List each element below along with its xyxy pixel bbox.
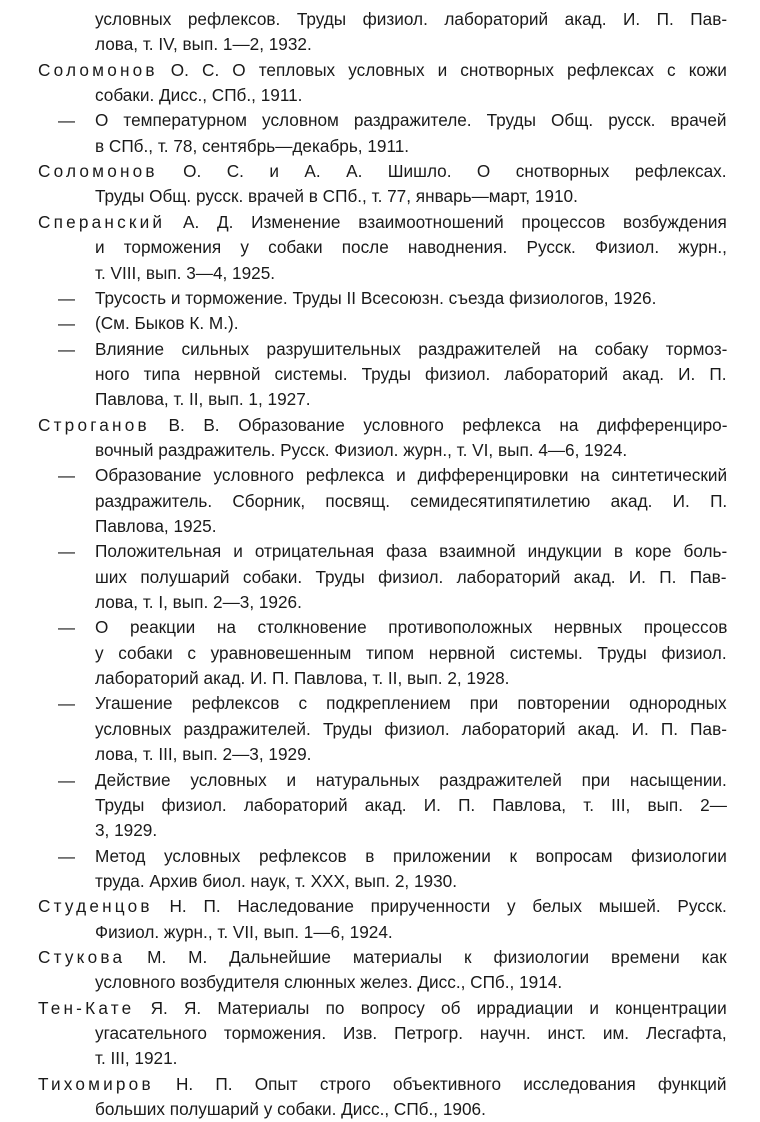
em-dash-marker: — [58, 339, 75, 359]
entry-line [95, 514, 217, 539]
em-dash-marker: — [58, 542, 75, 562]
entry-line [38, 159, 727, 184]
em-dash-marker: — [58, 770, 75, 790]
entry-line [95, 387, 311, 412]
author-surname: Соломонов [38, 59, 158, 80]
entry-text: О. С. и А. А. Шишло. О снотворных рефлексах. [157, 161, 727, 182]
entry-line [38, 413, 727, 438]
entry-text: Физиол. журн., т. VII, вып. 1—6, 1924. [95, 921, 393, 942]
entry-text: О реакции на столкновение противоположных нервных процессов [95, 617, 728, 638]
entry-text: Н. П. Наследование прирученности у белых мышей. Русск. [152, 896, 727, 917]
entry-text: ного типа нервной системы. Труды физиол. лабораторий акад. И. П. [95, 363, 727, 384]
entry-text: угасательного торможения. Изв. Петрогр. научн. инст. им. Лесгафта, [95, 1023, 727, 1043]
entry-line [95, 666, 509, 691]
entry-line [95, 565, 727, 590]
entry-line [95, 286, 656, 311]
entry-text: Павлова, т. II, вып. 1, 1927. [95, 389, 311, 410]
em-dash-marker: — [58, 466, 75, 486]
entry-line [95, 311, 238, 336]
entry-line [38, 945, 727, 970]
em-dash-marker: — [58, 846, 75, 866]
author-surname: Соломонов [38, 161, 158, 182]
entry-text: М. М. Дальнейшие материалы к физиологии времени как [125, 946, 727, 967]
entry-text: А. Д. Изменение взаимоотношений процессов возбуждения [165, 211, 727, 232]
entry-text: и торможения у собаки после наводнения. Русск. Физиол. журн., [95, 237, 727, 258]
entry-line [95, 1021, 727, 1046]
entry-line [95, 438, 627, 463]
entry-line [95, 742, 311, 767]
author-surname: Студенцов [38, 896, 153, 917]
entry-line [95, 869, 457, 894]
entry-text: Влияние сильных разрушительных раздражителей на собаку тормоз- [95, 338, 728, 359]
author-surname: Строганов [38, 414, 150, 435]
entry-text: т. III, 1921. [95, 1048, 178, 1069]
entry-text: ших полушарий собаки. Труды физиол. лабораторий акад. И. П. Пав- [95, 566, 727, 587]
entry-line [95, 539, 727, 564]
entry-text: в СПб., т. 78, сентябрь—декабрь, 1911. [95, 135, 410, 156]
entry-text: труда. Архив биол. наук, т. XXX, вып. 2, 1930. [95, 870, 457, 891]
entry-text: Метод условных рефлексов в приложении к вопросам физиологии [95, 845, 727, 866]
entry-line [95, 717, 727, 742]
entry-text: т. VIII, вып. 3—4, 1925. [95, 262, 276, 283]
em-dash-marker: — [58, 618, 75, 638]
entry-line [95, 970, 562, 995]
entry-text: условных раздражителей. Труды физиол. лабораторий акад. И. П. Пав- [95, 718, 727, 739]
entry-text: 3, 1929. [95, 820, 158, 841]
entry-text: раздражитель. Сборник, посвящ. семидесятипятилетию акад. И. П. [95, 490, 728, 511]
entry-line [95, 1046, 177, 1071]
entry-text: условных рефлексов. Труды физиол. лабораторий акад. И. П. Пав- [95, 9, 728, 29]
entry-line [95, 463, 727, 488]
entry-text: условного возбудителя слюнных желез. Дисс., СПб., 1914. [95, 972, 563, 993]
entry-line [38, 894, 727, 919]
entry-line [95, 184, 578, 209]
entry-text: лова, т. IV, вып. 1—2, 1932. [95, 34, 312, 55]
entry-line [95, 235, 727, 260]
entry-line [38, 996, 727, 1021]
author-surname: Сперанский [38, 211, 166, 232]
entry-text: Павлова, 1925. [95, 516, 217, 536]
entry-text: лабораторий акад. И. П. Павлова, т. II, вып. 2, 1928. [95, 668, 510, 689]
entry-line [95, 337, 727, 362]
entry-line [95, 793, 727, 818]
entry-text: Угашение рефлексов с подкреплением при повторении однородных [95, 693, 727, 714]
entry-text: (См. Быков К. М.). [95, 313, 239, 334]
entry-line [38, 210, 727, 235]
entry-line [95, 7, 727, 32]
entry-line [95, 920, 393, 945]
entry-line [95, 261, 275, 286]
entry-text: лова, т. III, вып. 2—3, 1929. [95, 744, 312, 765]
entry-line [95, 844, 727, 869]
entry-line [95, 362, 727, 387]
entry-text: вочный раздражитель. Русск. Физиол. журн., т. VI, вып. 4—6, 1924. [95, 439, 628, 460]
entry-line [95, 768, 727, 793]
entry-text: В. В. Образование условного рефлекса на дифференциро- [149, 414, 728, 435]
entry-line [95, 691, 727, 716]
entry-line [95, 590, 302, 615]
entry-line [95, 83, 302, 108]
entry-text: Труды Общ. русск. врачей в СПб., т. 77, январь—март, 1910. [95, 186, 578, 207]
entry-line [38, 58, 727, 83]
entry-text: больших полушарий у собаки. Дисс., СПб., 1906. [95, 1099, 486, 1120]
entry-text: собаки. Дисс., СПб., 1911. [95, 85, 303, 106]
entry-text: Положительная и отрицательная фаза взаимной индукции в коре боль- [95, 541, 728, 562]
entry-text: О температурном условном раздражителе. Труды Общ. русск. врачей [95, 110, 727, 131]
entry-line [95, 1097, 486, 1122]
entry-line [95, 108, 727, 133]
entry-text: Трусость и торможение. Труды II Всесоюзн. съезда физиологов, 1926. [95, 287, 657, 308]
entry-line [95, 134, 409, 159]
entry-text: Действие условных и натуральных раздражителей при насыщении. [95, 769, 727, 790]
entry-text: Труды физиол. лабораторий акад. И. П. Павлова, т. III, вып. 2— [95, 794, 727, 815]
entry-line [95, 615, 727, 640]
entry-text: О. С. О тепловых условных и снотворных рефлексах с кожи [157, 59, 727, 80]
entry-text: Я. Я. Материалы по вопросу об иррадиации и концентрации [134, 997, 727, 1018]
entry-line [95, 818, 157, 843]
entry-line [38, 1072, 727, 1097]
author-surname: Стукова [38, 946, 126, 967]
author-surname: Тихомиров [38, 1073, 154, 1094]
entry-text: лова, т. I, вып. 2—3, 1926. [95, 592, 302, 613]
entry-line [95, 489, 727, 514]
entry-text: Н. П. Опыт строго объективного исследования функций [153, 1073, 727, 1094]
entry-line [95, 641, 727, 666]
entry-text: Образование условного рефлекса и дифференцировки на синтетический [95, 465, 728, 486]
em-dash-marker: — [58, 288, 75, 308]
em-dash-marker: — [58, 314, 75, 334]
author-surname: Тен-Кате [38, 997, 135, 1018]
entry-text: у собаки с уравновешенным типом нервной системы. Труды физиол. [95, 642, 727, 663]
em-dash-marker: — [58, 111, 75, 131]
em-dash-marker: — [58, 694, 75, 714]
entry-line [95, 32, 312, 57]
